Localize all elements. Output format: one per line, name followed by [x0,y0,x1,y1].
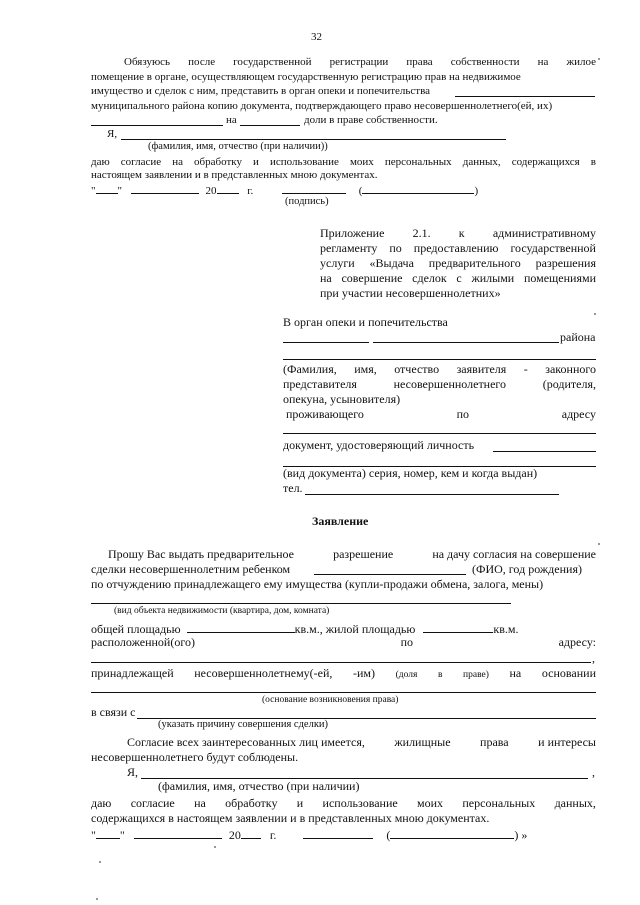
agree-line-1: Согласие всех заинтересованных лиц имеется, жилищные права и интересы [127,735,596,749]
top-fio-line [121,139,506,140]
rayon-blank-2 [373,342,559,343]
top-fio-hint: (фамилия, имя, отчество (при наличии)) [148,141,328,152]
top-consent-line-2: настоящем заявлении и в представленных мною документах. [91,169,378,181]
signature-hint: (подпись) [285,196,329,207]
share-na: на [226,114,237,126]
rayon-blank-1 [283,342,369,343]
scan-speck [96,898,98,900]
body-consent-line-2: содержащихся в настоящем заявлении и в представленных мною документах. [91,811,490,825]
top-paragraph-line-1: Обязуюсь после государственной регистрации права собственности на жилое [124,56,596,68]
top-paragraph-line-2: помещение в органе, осуществляющем государственную регистрацию прав на недвижимое [91,71,521,83]
top-date-row: " " 20 г. ( ) [91,182,478,198]
addressee-rayon: района [560,330,596,344]
top-paragraph-line-4: муниципального района копию документа, подтверждающего право несовершеннолетнего(ей, их) [91,100,553,112]
agree-line-2: несовершеннолетнего будут соблюдены. [91,750,299,764]
scan-speck [99,861,101,863]
body-fio-hint: (фамилия, имя, отчество (при наличии) [158,779,360,793]
share-blank-1 [91,125,223,126]
basis-line [91,692,596,693]
scan-speck [598,543,600,545]
address-line [283,433,596,434]
area-row: общей площадью кв.м., жилой площадью кв.м. [91,622,519,636]
page-number: 32 [311,31,322,43]
basis-hint: (основание возникновения права) [262,695,399,705]
located-row: расположенной(ого) по адресу: [91,635,596,649]
guardianship-blank [455,96,595,97]
document-title: Заявление [312,514,369,528]
tel-label: тел. [283,481,303,495]
id-document-label: документ, удостоверяющий личность [283,438,475,452]
living-address-line: проживающего по адресу [286,407,596,421]
reason-label: в связи с [91,705,136,719]
owned-row: принадлежащей несовершеннолетнему(-ей, -им) (доля в праве) на основании [91,666,596,680]
addressee-to: В орган опеки и попечительства [283,315,448,329]
body-ya: Я, [127,765,139,779]
tel-blank [305,494,559,495]
scan-speck [214,846,216,848]
applicant-hint-line-1: (Фамилия, имя, отчество заявителя - законного [283,362,596,376]
applicant-hint-line-2: представителя несовершеннолетнего (родителя, [283,377,596,391]
appendix-line-5: при участии несовершеннолетних» [320,286,501,300]
top-ya: Я, [107,128,118,140]
appendix-line-1: Приложение 2.1. к административному [320,226,596,240]
scan-speck [598,58,600,60]
share-blank-2 [240,125,300,126]
appendix-line-2: регламенту по предоставлению государственной [320,241,596,255]
body-consent-line-1: даю согласие на обработку и использование моих персональных данных, [91,796,596,810]
body-line-2a: сделки несовершеннолетним ребенком [91,562,291,576]
object-line [91,603,511,604]
scan-speck [594,313,596,315]
applicant-name-line [283,359,596,360]
top-consent-line-1: даю согласие на обработку и использование моих персональных данных, содержащихся в [91,156,596,168]
body-line-2b: (ФИО, год рождения) [472,562,582,576]
body-line-1: Прошу Вас выдать предварительное разрешение на дачу согласия на совершение [108,547,596,561]
body-ya-end: , [592,765,595,779]
appendix-line-4: на совершение сделок с жилыми помещениями [320,271,596,285]
body-date-row: " " 20 г. ( ) » [91,828,528,842]
located-address-line [91,662,591,663]
id-document-blank [493,451,596,452]
located-comma: , [592,651,595,665]
body-line-3: по отчуждению принадлежащего ему имущества (купли-продажи обмена, залога, мены) [91,577,544,591]
share-text: доли в праве собственности. [304,114,438,126]
top-paragraph-line-3: имущество и сделок с ним, представить в орган опеки и попечительства [91,85,431,97]
object-hint: (вид объекта недвижимости (квартира, дом, комната) [114,606,330,616]
id-document-hint: (вид документа) серия, номер, кем и когда выдан) [283,466,538,480]
child-name-blank [314,574,466,575]
appendix-line-3: услуги «Выдача предварительного разрешения [320,256,596,270]
reason-hint: (указать причину совершения сделки) [158,719,329,730]
applicant-hint-line-3: опекуна, усыновителя) [283,392,401,406]
